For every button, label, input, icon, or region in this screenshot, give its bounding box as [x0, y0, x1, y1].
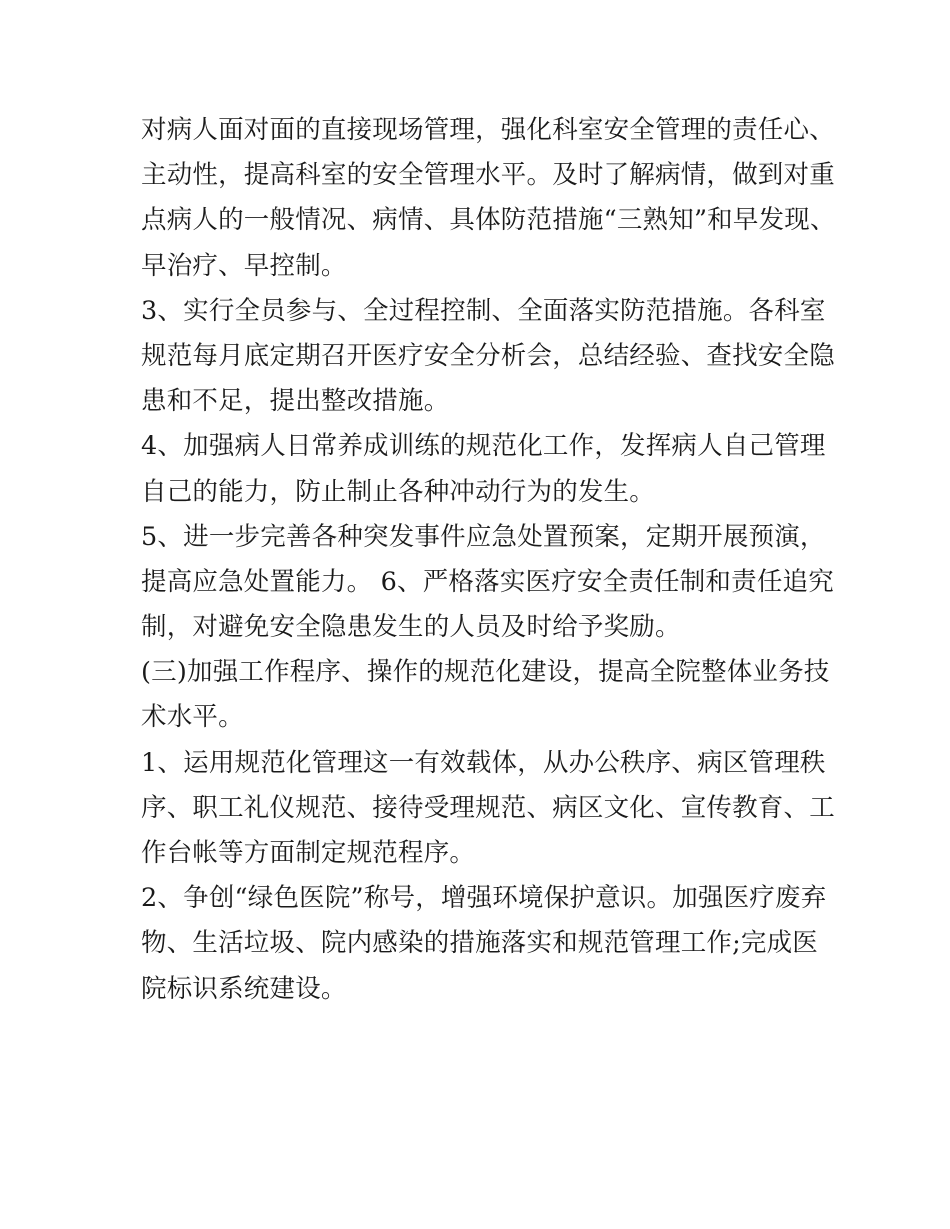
text-line: 作台帐等方面制定规范程序。: [141, 838, 476, 868]
text-line: 制，对避免安全隐患发生的人员及时给予奖励。: [141, 612, 681, 643]
text-line: (三)加强工作程序、操作的规范化建设，提高全院整体业务技: [141, 657, 830, 688]
text-line: 术水平。: [141, 702, 244, 733]
text-line: 5、进一步完善各种突发事件应急处置预案，定期开展预演，: [141, 521, 826, 552]
text-line: 院标识系统建设。: [141, 973, 347, 1004]
text-line: 早治疗、早控制。: [141, 250, 347, 281]
text-line: 3、实行全员参与、全过程控制、全面落实防范措施。各科室: [141, 295, 826, 326]
text-line: 物、生活垃圾、院内感染的措施落实和规范管理工作;完成医: [141, 928, 818, 959]
text-line: 自己的能力，防止制止各种冲动行为的发生。: [141, 476, 656, 507]
text-line: 2、争创“绿色医院”称号，增强环境保护意识。加强医疗废弃: [141, 883, 827, 914]
text-line: 患和不足，提出整改措施。: [141, 386, 450, 417]
document-body: [141, 108, 836, 1012]
text-line: 点病人的一般情况、病情、具体防范措施“三熟知”和早发现、: [141, 205, 836, 236]
text-line: 主动性，提高科室的安全管理水平。及时了解病情，做到对重: [141, 160, 835, 191]
text-line: 4、加强病人日常养成训练的规范化工作，发挥病人自己管理: [141, 431, 826, 462]
text-line: 规范每月底定期召开医疗安全分析会，总结经验、查找安全隐: [141, 340, 835, 371]
text-line: 对病人面对面的直接现场管理，强化科室安全管理的责任心、: [141, 115, 835, 145]
text-line: 提高应急处置能力。 6、严格落实医疗安全责任制和责任追究: [141, 566, 834, 597]
text-line: 1、运用规范化管理这一有效载体，从办公秩序、病区管理秩: [141, 747, 826, 778]
text-line: 序、职工礼仪规范、接待受理规范、病区文化、宣传教育、工: [141, 792, 835, 823]
